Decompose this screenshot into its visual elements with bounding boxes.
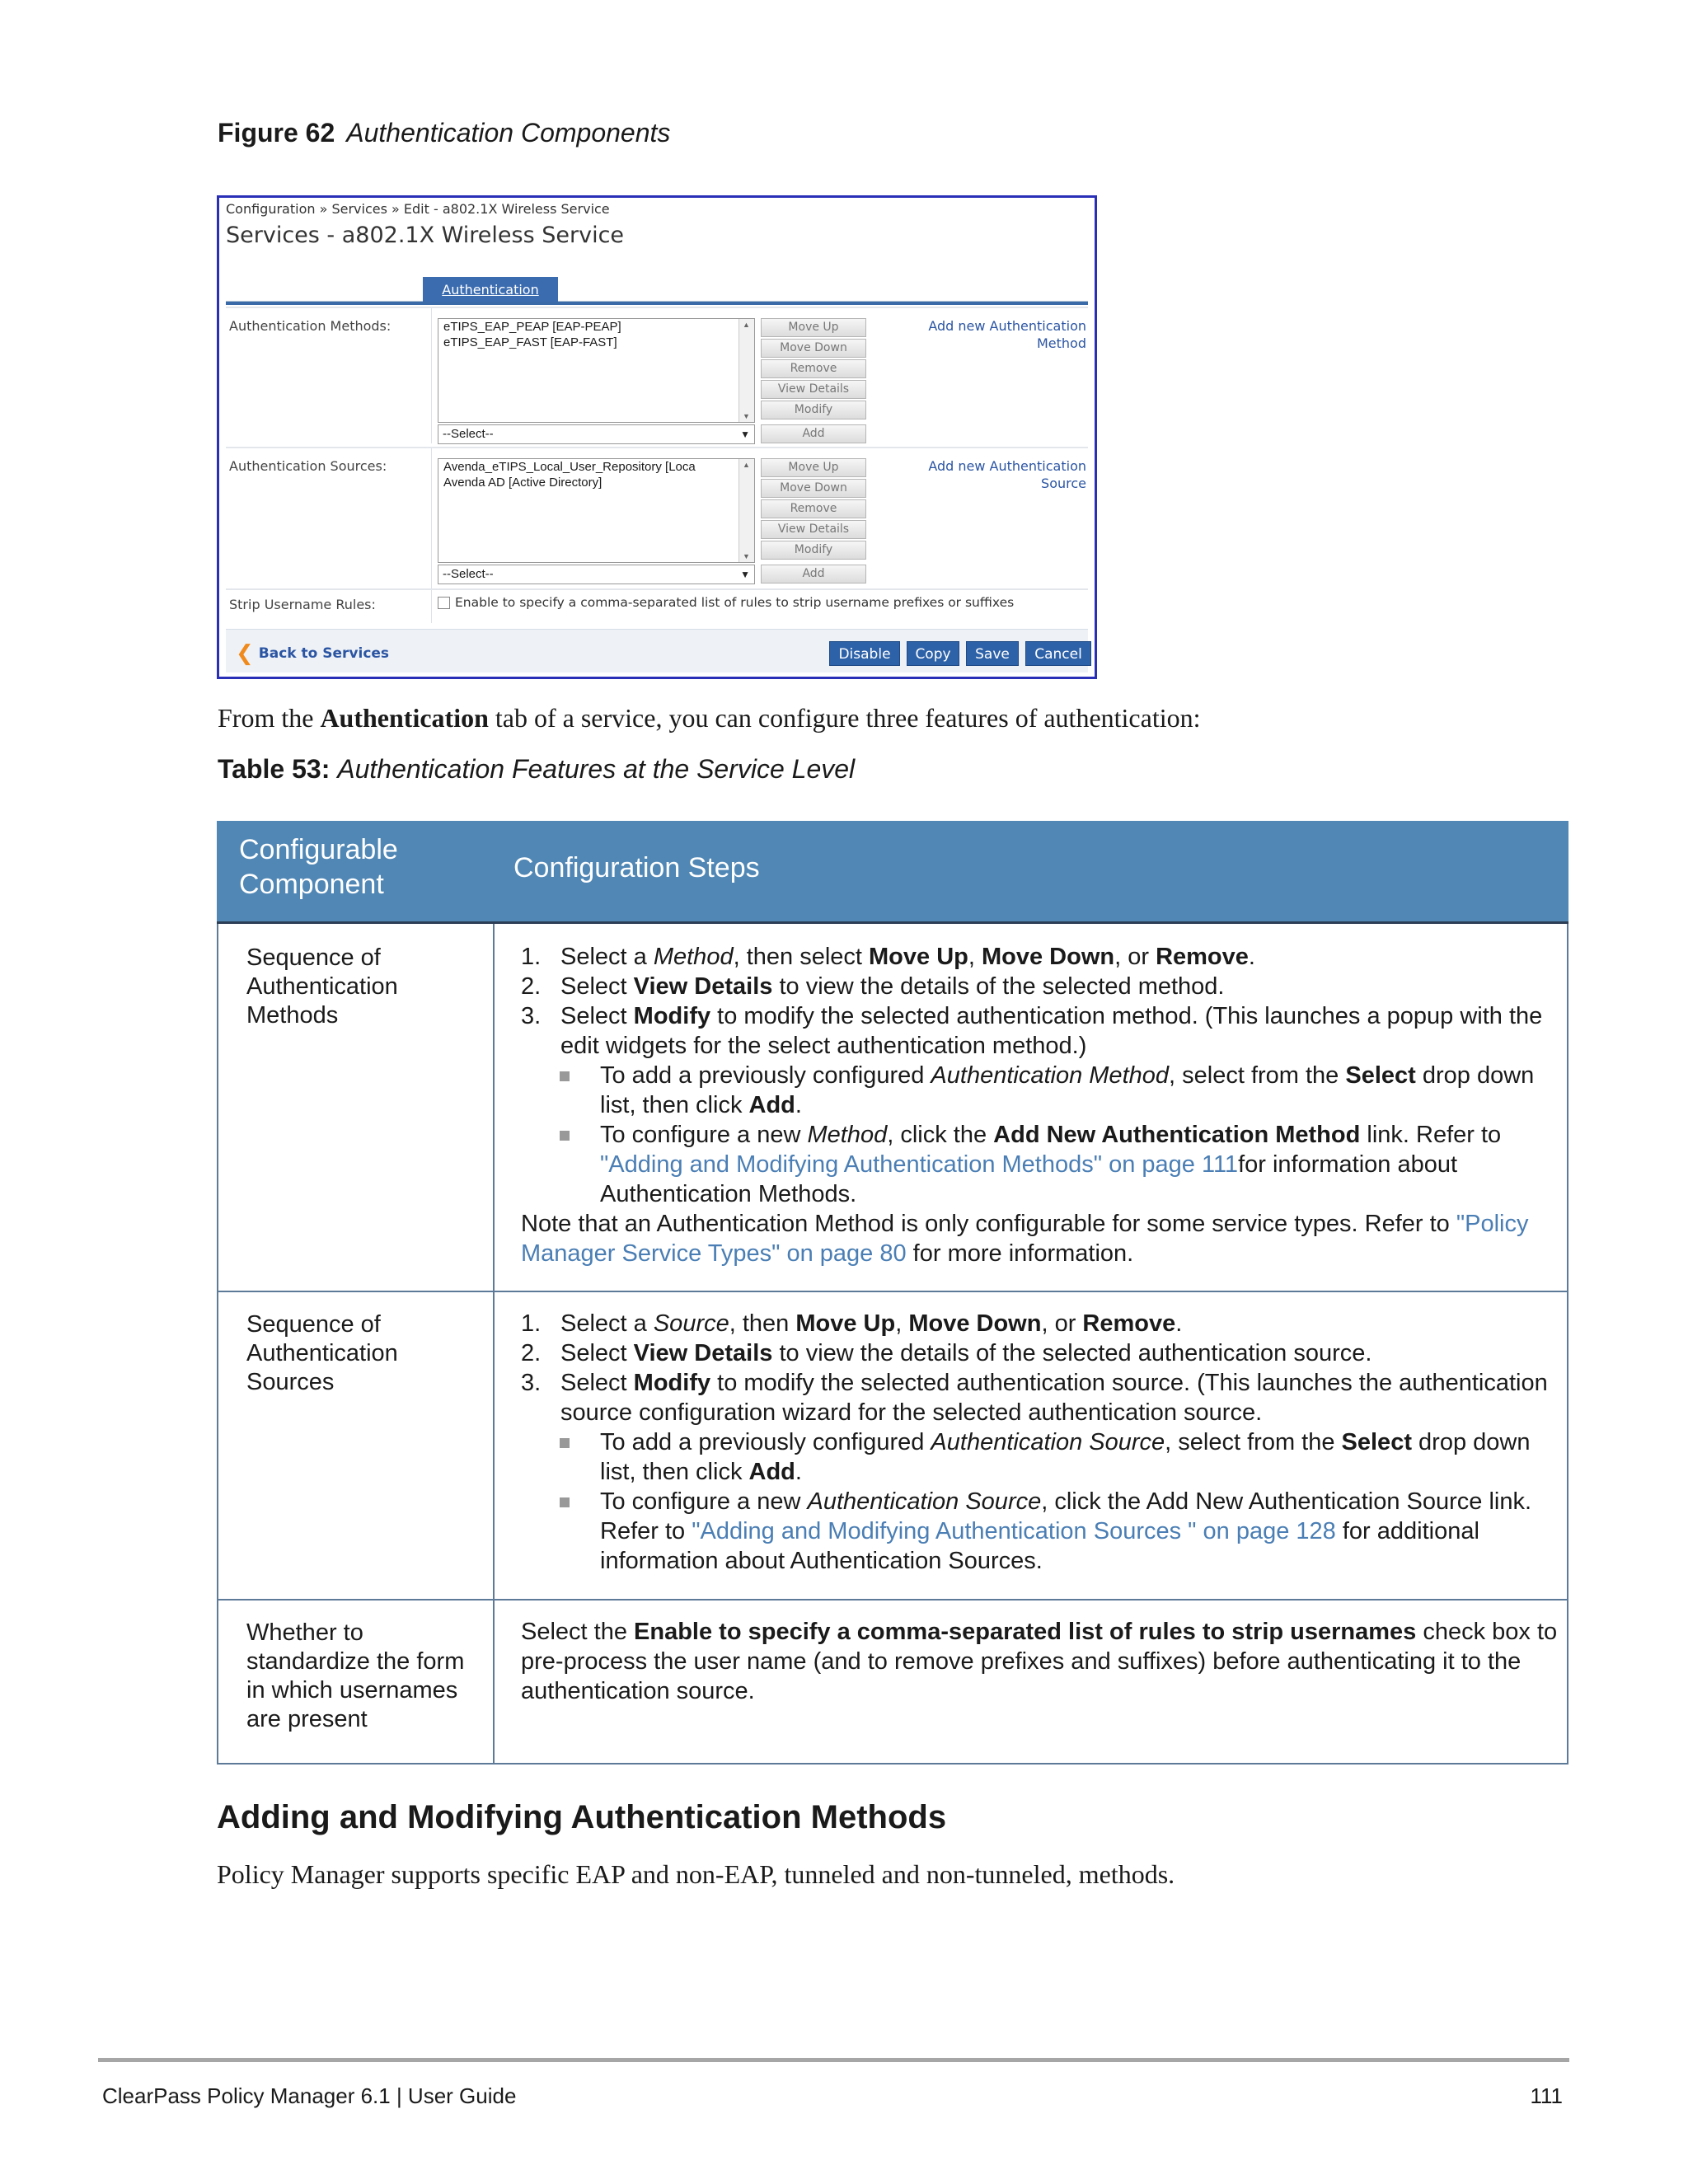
bullet-square-icon — [560, 1438, 570, 1448]
methods-remove-button[interactable]: Remove — [761, 359, 866, 378]
strip-rules-label: Strip Username Rules: — [229, 597, 376, 612]
table-caption — [218, 754, 855, 785]
tab-authentication[interactable]: Authentication — [423, 277, 558, 302]
footer-rule — [98, 2058, 1569, 2062]
tab-underline — [226, 302, 1088, 305]
section-paragraph: Policy Manager supports specific EAP and non-EAP, tunneled and non-tunneled, methods. — [217, 1859, 1175, 1889]
methods-move-down-button[interactable]: Move Down — [761, 339, 866, 358]
bullet-square-icon — [560, 1497, 570, 1507]
note-text: Note that an Authentication Method is only configurable for some service types. Refer to "Policy Manager Service Types" on page 80 for more information. — [521, 1211, 1529, 1267]
chevron-down-icon: ▼ — [740, 569, 750, 580]
header-component: Configurable Component — [239, 834, 398, 900]
breadcrumb: Configuration » Services » Edit - a802.1X Wireless Service — [226, 201, 610, 217]
intro-paragraph: From the Authentication tab of a service, you can configure three features of authentication: — [218, 703, 1201, 733]
copy-button[interactable]: Copy — [907, 641, 959, 666]
sources-move-down-button[interactable]: Move Down — [761, 479, 866, 498]
sources-label: Authentication Sources: — [229, 458, 387, 474]
chevron-down-icon: ▼ — [740, 429, 750, 440]
disable-button[interactable]: Disable — [829, 641, 900, 666]
methods-label: Authentication Methods: — [229, 318, 392, 334]
page-number: 111 — [1530, 2083, 1563, 2108]
page-title: Services - a802.1X Wireless Service — [226, 223, 625, 248]
sources-remove-button[interactable]: Remove — [761, 499, 866, 518]
scroll-up-icon[interactable]: ▲ — [743, 461, 750, 469]
save-button[interactable]: Save — [966, 641, 1019, 666]
column-divider — [493, 924, 495, 1763]
features-table — [217, 821, 1568, 1765]
column-divider — [431, 590, 432, 623]
footer-title: ClearPass Policy Manager 6.1 | User Guide — [102, 2083, 517, 2108]
methods-move-up-button[interactable]: Move Up — [761, 318, 866, 337]
scroll-down-icon[interactable]: ▼ — [743, 412, 750, 420]
back-to-services-link[interactable]: ❮ Back to Services — [236, 641, 390, 666]
authentication-screenshot — [217, 195, 1097, 679]
column-divider — [431, 308, 432, 443]
list-item: 2. Select View Details to view the details of the selected method. — [521, 973, 1225, 1000]
row-divider — [218, 1599, 1567, 1601]
bullet-item: To configure a new Authentication Source, click the Add New Authentication Source link. Refer to "Adding and Modifying Authentication Sources " on page 128 for additional information about Authentication Sources. — [521, 1487, 1561, 1576]
figure-label: Figure 62 — [218, 118, 335, 148]
list-item: 2. Select View Details to view the details of the selected authentication source. — [521, 1340, 1372, 1366]
list-item[interactable]: eTIPS_EAP_FAST [EAP-FAST] — [443, 335, 617, 349]
sources-modify-button[interactable]: Modify — [761, 541, 866, 560]
cross-reference-link[interactable]: "Adding and Modifying Authentication Methods" on page 111 — [600, 1151, 1239, 1178]
sources-move-up-button[interactable]: Move Up — [761, 458, 866, 477]
list-item: 1. Select a Method, then select Move Up, Move Down, or Remove. — [521, 944, 1255, 970]
sources-view-details-button[interactable]: View Details — [761, 520, 866, 539]
add-new-method-link[interactable]: Add new Authentication Method — [928, 318, 1086, 351]
section-divider — [226, 588, 1088, 590]
scrollbar[interactable] — [738, 319, 754, 422]
list-item: 3. Select Modify to modify the selected authentication source. (This launches the authentication source configuration wizard for the selected authentication source. — [521, 1370, 1548, 1426]
table-body — [217, 924, 1568, 1765]
header-steps: Configuration Steps — [513, 852, 760, 883]
scroll-down-icon[interactable]: ▼ — [743, 552, 750, 560]
section-heading: Adding and Modifying Authentication Methods — [217, 1799, 947, 1835]
table-title: Authentication Features at the Service Level — [337, 754, 856, 784]
bullet-square-icon — [560, 1131, 570, 1141]
table-header — [217, 821, 1568, 924]
table-row-steps — [521, 1309, 1561, 1576]
methods-select[interactable]: --Select-- ▼ — [438, 424, 755, 444]
bullet-item: To add a previously configured Authentication Method, select from the Select drop down list, then click Add. — [521, 1061, 1561, 1120]
list-item[interactable]: Avenda AD [Active Directory] — [443, 476, 603, 490]
column-divider — [431, 448, 432, 588]
section-divider — [226, 447, 1088, 448]
strip-rules-checkbox[interactable] — [438, 597, 450, 609]
methods-view-details-button[interactable]: View Details — [761, 380, 866, 399]
sources-add-button[interactable]: Add — [761, 565, 866, 583]
table-row-component: Sequence of Authentication Methods — [246, 944, 398, 1029]
section-divider — [226, 307, 1088, 308]
row-divider — [218, 1291, 1567, 1292]
table-label: Table 53: — [218, 754, 331, 784]
form-footer — [226, 629, 1088, 673]
sources-listbox[interactable] — [438, 458, 755, 563]
cross-reference-link[interactable]: "Adding and Modifying Authentication Sources " on page 128 — [692, 1518, 1336, 1544]
bullet-square-icon — [560, 1071, 570, 1081]
methods-listbox[interactable] — [438, 318, 755, 423]
sources-select[interactable]: --Select-- ▼ — [438, 565, 755, 584]
table-row-steps: Select the Enable to specify a comma-separated list of rules to strip usernames check box to pre-process the user name (and to remove prefixes and suffixes) before authenticating it to the authentication source. — [521, 1619, 1558, 1704]
list-item[interactable]: Avenda_eTIPS_Local_User_Repository [Loca — [443, 460, 696, 474]
figure-title: Authentication Components — [346, 118, 671, 148]
table-row-steps — [521, 942, 1561, 1268]
back-arrow-icon: ❮ — [236, 641, 254, 666]
table-row-component: Sequence of Authentication Sources — [246, 1311, 398, 1395]
methods-add-button[interactable]: Add — [761, 424, 866, 443]
scroll-up-icon[interactable]: ▲ — [743, 321, 750, 329]
add-new-source-link[interactable]: Add new Authentication Source — [928, 458, 1086, 491]
cancel-button[interactable]: Cancel — [1025, 641, 1091, 666]
methods-modify-button[interactable]: Modify — [761, 401, 866, 419]
strip-rules-option[interactable]: Enable to specify a comma-separated list of rules to strip username prefixes or suffixes — [438, 595, 1014, 610]
scrollbar[interactable] — [738, 459, 754, 562]
list-item: 1. Select a Source, then Move Up, Move Down, or Remove. — [521, 1310, 1183, 1337]
list-item: 3. Select Modify to modify the selected authentication method. (This launches a popup with the edit widgets for the select authentication method.) — [521, 1003, 1543, 1059]
figure-caption — [218, 118, 670, 148]
list-item[interactable]: eTIPS_EAP_PEAP [EAP-PEAP] — [443, 320, 621, 334]
table-row-component: Whether to standardize the form in which usernames are present — [246, 1619, 465, 1732]
bullet-item: To add a previously configured Authentication Source, select from the Select drop down list, then click Add. — [521, 1427, 1561, 1487]
bullet-item: To configure a new Method, click the Add New Authentication Method link. Refer to "Adding and Modifying Authentication Methods" on page 111for information about Authentication Methods. — [521, 1120, 1561, 1209]
cross-reference-link[interactable]: "Policy Manager Service Types" on page 80 — [521, 1211, 1529, 1267]
